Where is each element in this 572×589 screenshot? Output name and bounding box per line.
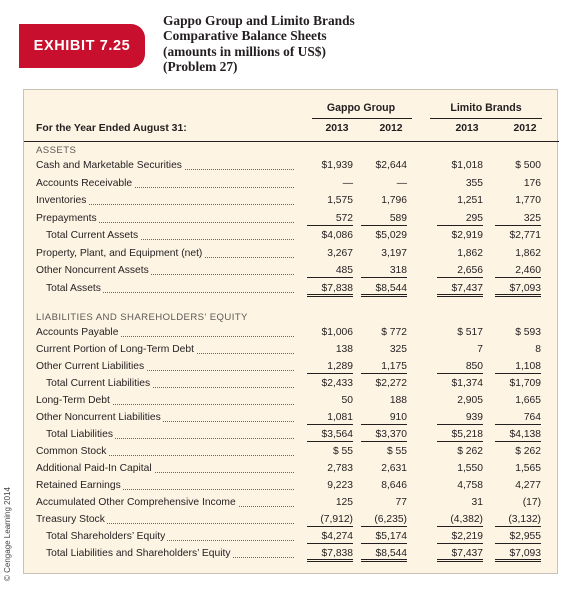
- row-label: [36, 194, 294, 208]
- row-label: [36, 411, 294, 425]
- year-header: 2013: [325, 123, 349, 134]
- row-label: [36, 247, 294, 261]
- value-cell: (3,132): [495, 513, 541, 527]
- value-cell: $2,644: [375, 160, 407, 171]
- value-cell: $8,544: [361, 547, 407, 562]
- title-line-4: (Problem 27): [163, 59, 238, 75]
- company-header-limito: Limito Brands: [450, 102, 522, 114]
- row-label: [36, 264, 294, 278]
- title-line-3: (amounts in millions of US$): [163, 43, 326, 59]
- value-cell: 8: [535, 344, 541, 355]
- value-cell: 910: [361, 411, 407, 425]
- value-cell: (7,912): [307, 513, 353, 527]
- value-cell: 188: [389, 395, 407, 406]
- value-cell: 9,223: [327, 480, 353, 491]
- value-cell: $2,272: [375, 378, 407, 389]
- row-label: [46, 229, 294, 243]
- row-label: [36, 445, 294, 459]
- table-row: [24, 247, 559, 261]
- value-cell: 1,108: [495, 360, 541, 374]
- row-label: [36, 326, 294, 340]
- value-cell: 2,631: [381, 463, 407, 474]
- value-cell: 572: [307, 212, 353, 226]
- table-row: [24, 159, 559, 173]
- table-row: [24, 264, 559, 278]
- title-line-1: Gappo Group and Limito Brands: [163, 13, 355, 28]
- row-label: [36, 479, 294, 493]
- table-row: [24, 282, 559, 296]
- value-cell: 1,175: [361, 360, 407, 374]
- value-cell: $7,093: [495, 547, 541, 562]
- value-cell: 2,905: [457, 395, 483, 406]
- copyright-notice: © Cengage Learning 2014: [3, 487, 12, 581]
- row-label: [36, 513, 294, 527]
- company-header-gappo: Gappo Group: [326, 102, 396, 114]
- value-cell: $ 517: [457, 327, 483, 338]
- value-cell: —: [342, 177, 353, 189]
- table-row: [24, 212, 559, 226]
- value-cell: 2,656: [437, 264, 483, 278]
- row-label: [36, 343, 294, 357]
- value-cell: 2,783: [327, 463, 353, 474]
- company-underline-gappo: [312, 118, 412, 119]
- header-rule: [24, 141, 559, 142]
- row-label-text: Additional Paid-In Capital: [36, 463, 152, 474]
- value-cell: $1,939: [321, 160, 353, 171]
- value-cell: $ 593: [515, 327, 541, 338]
- row-label-text: Total Current Liabilities: [46, 378, 151, 389]
- value-cell: 764: [495, 411, 541, 425]
- value-cell: $2,771: [509, 230, 541, 241]
- value-cell: 325: [495, 212, 541, 226]
- value-cell: 4,277: [515, 480, 541, 491]
- value-cell: 1,550: [457, 463, 483, 474]
- value-cell: 1,862: [515, 247, 541, 259]
- balance-sheet-table: [23, 89, 558, 574]
- value-cell: 318: [361, 264, 407, 278]
- section-heading-assets: ASSETS: [36, 145, 77, 156]
- value-cell: $5,174: [361, 530, 407, 544]
- row-label-text: Cash and Marketable Securities: [36, 160, 182, 171]
- value-cell: 7: [477, 344, 483, 355]
- value-cell: 1,081: [307, 411, 353, 425]
- exhibit-label: EXHIBIT 7.25: [19, 24, 145, 68]
- row-label-text: Accounts Payable: [36, 327, 119, 338]
- table-row: [24, 479, 559, 493]
- value-cell: 939: [437, 411, 483, 425]
- row-label-text: Other Current Liabilities: [36, 361, 145, 372]
- row-label-text: Common Stock: [36, 446, 107, 457]
- value-cell: 3,267: [327, 247, 353, 259]
- row-label-text: Treasury Stock: [36, 514, 105, 525]
- table-row: [24, 394, 559, 408]
- table-row: [24, 462, 559, 476]
- value-cell: $2,919: [451, 230, 483, 241]
- value-cell: $7,437: [437, 282, 483, 297]
- value-cell: $7,437: [437, 547, 483, 562]
- row-label: [46, 282, 294, 296]
- table-row: [24, 194, 559, 208]
- value-cell: 4,758: [457, 480, 483, 491]
- value-cell: $ 55: [332, 446, 353, 457]
- year-header: 2012: [513, 123, 537, 134]
- value-cell: (6,235): [361, 513, 407, 527]
- value-cell: 138: [335, 344, 353, 355]
- value-cell: $7,838: [307, 282, 353, 297]
- value-cell: $7,838: [307, 547, 353, 562]
- row-label-text: Inventories: [36, 195, 87, 206]
- period-label: For the Year Ended August 31:: [36, 123, 187, 134]
- table-row: [24, 326, 559, 340]
- value-cell: $1,018: [451, 160, 483, 171]
- value-cell: $1,006: [321, 327, 353, 338]
- row-label-text: Property, Plant, and Equipment (net): [36, 247, 203, 259]
- row-label: [46, 547, 294, 561]
- value-cell: $5,218: [437, 428, 483, 442]
- value-cell: 850: [437, 360, 483, 374]
- row-label: [36, 360, 294, 374]
- value-cell: $7,093: [495, 282, 541, 297]
- value-cell: 1,796: [381, 195, 407, 206]
- value-cell: $1,374: [451, 378, 483, 389]
- value-cell: $4,138: [495, 428, 541, 442]
- table-row: [24, 530, 559, 544]
- value-cell: $2,433: [321, 378, 353, 389]
- value-cell: (17): [522, 497, 541, 508]
- exhibit-title: [163, 13, 355, 75]
- row-label: [46, 377, 294, 391]
- table-row: [24, 229, 559, 243]
- row-label-text: Total Current Assets: [46, 230, 139, 241]
- value-cell: 1,770: [515, 195, 541, 206]
- value-cell: $3,564: [307, 428, 353, 442]
- row-label: [46, 428, 294, 442]
- row-label-text: Current Portion of Long-Term Debt: [36, 344, 194, 355]
- value-cell: 1,665: [515, 395, 541, 406]
- value-cell: $ 262: [457, 446, 483, 457]
- table-row: [24, 496, 559, 510]
- value-cell: 2,460: [495, 264, 541, 278]
- value-cell: 1,251: [457, 195, 483, 206]
- value-cell: 589: [361, 212, 407, 226]
- row-label-text: Total Liabilities: [46, 429, 113, 440]
- value-cell: 1,565: [515, 463, 541, 474]
- value-cell: 1,575: [327, 195, 353, 206]
- table-row: [24, 547, 559, 561]
- table-row: [24, 377, 559, 391]
- row-label: [36, 394, 294, 408]
- row-label-text: Total Shareholders’ Equity: [46, 531, 166, 542]
- value-cell: 50: [341, 395, 353, 406]
- value-cell: $2,955: [495, 530, 541, 544]
- value-cell: $3,370: [361, 428, 407, 442]
- value-cell: 31: [471, 497, 483, 508]
- row-label: [36, 177, 294, 191]
- row-label-text: Accounts Receivable: [36, 177, 133, 189]
- value-cell: (4,382): [437, 513, 483, 527]
- row-label-text: Other Noncurrent Liabilities: [36, 412, 161, 423]
- value-cell: 485: [307, 264, 353, 278]
- value-cell: $ 262: [515, 446, 541, 457]
- value-cell: 77: [395, 497, 407, 508]
- value-cell: $5,029: [375, 230, 407, 241]
- row-label-text: Total Assets: [46, 282, 101, 294]
- title-line-2: Comparative Balance Sheets: [163, 28, 327, 44]
- value-cell: $8,544: [361, 282, 407, 297]
- table-row: [24, 445, 559, 459]
- row-label-text: Long-Term Debt: [36, 395, 110, 406]
- table-row: [24, 513, 559, 527]
- value-cell: $ 772: [381, 327, 407, 338]
- value-cell: $4,274: [307, 530, 353, 544]
- table-row: [24, 343, 559, 357]
- year-header: 2012: [379, 123, 403, 134]
- section-heading-liabilities: LIABILITIES AND SHAREHOLDERS’ EQUITY: [36, 312, 248, 323]
- year-header: 2013: [455, 123, 479, 134]
- row-label: [36, 462, 294, 476]
- value-cell: 1,862: [457, 247, 483, 259]
- value-cell: 8,646: [381, 480, 407, 491]
- value-cell: $2,219: [437, 530, 483, 544]
- table-row: [24, 360, 559, 374]
- row-label-text: Other Noncurrent Assets: [36, 265, 149, 276]
- row-label: [36, 159, 294, 173]
- table-row: [24, 177, 559, 191]
- value-cell: —: [396, 177, 407, 189]
- value-cell: $ 500: [515, 160, 541, 171]
- row-label-text: Prepayments: [36, 212, 97, 224]
- value-cell: 176: [523, 177, 541, 189]
- value-cell: $ 55: [386, 446, 407, 457]
- row-label-text: Total Liabilities and Shareholders’ Equity: [46, 548, 231, 559]
- value-cell: 3,197: [381, 247, 407, 259]
- value-cell: 355: [465, 177, 483, 189]
- value-cell: 325: [389, 344, 407, 355]
- row-label: [36, 212, 294, 226]
- table-row: [24, 428, 559, 442]
- value-cell: 125: [335, 497, 353, 508]
- value-cell: 1,289: [307, 360, 353, 374]
- row-label: [46, 530, 294, 544]
- row-label: [36, 496, 294, 510]
- company-underline-limito: [430, 118, 542, 119]
- value-cell: $1,709: [509, 378, 541, 389]
- row-label-text: Accumulated Other Comprehensive Income: [36, 497, 236, 508]
- table-row: [24, 411, 559, 425]
- value-cell: 295: [437, 212, 483, 226]
- row-label-text: Retained Earnings: [36, 480, 121, 491]
- value-cell: $4,086: [321, 230, 353, 241]
